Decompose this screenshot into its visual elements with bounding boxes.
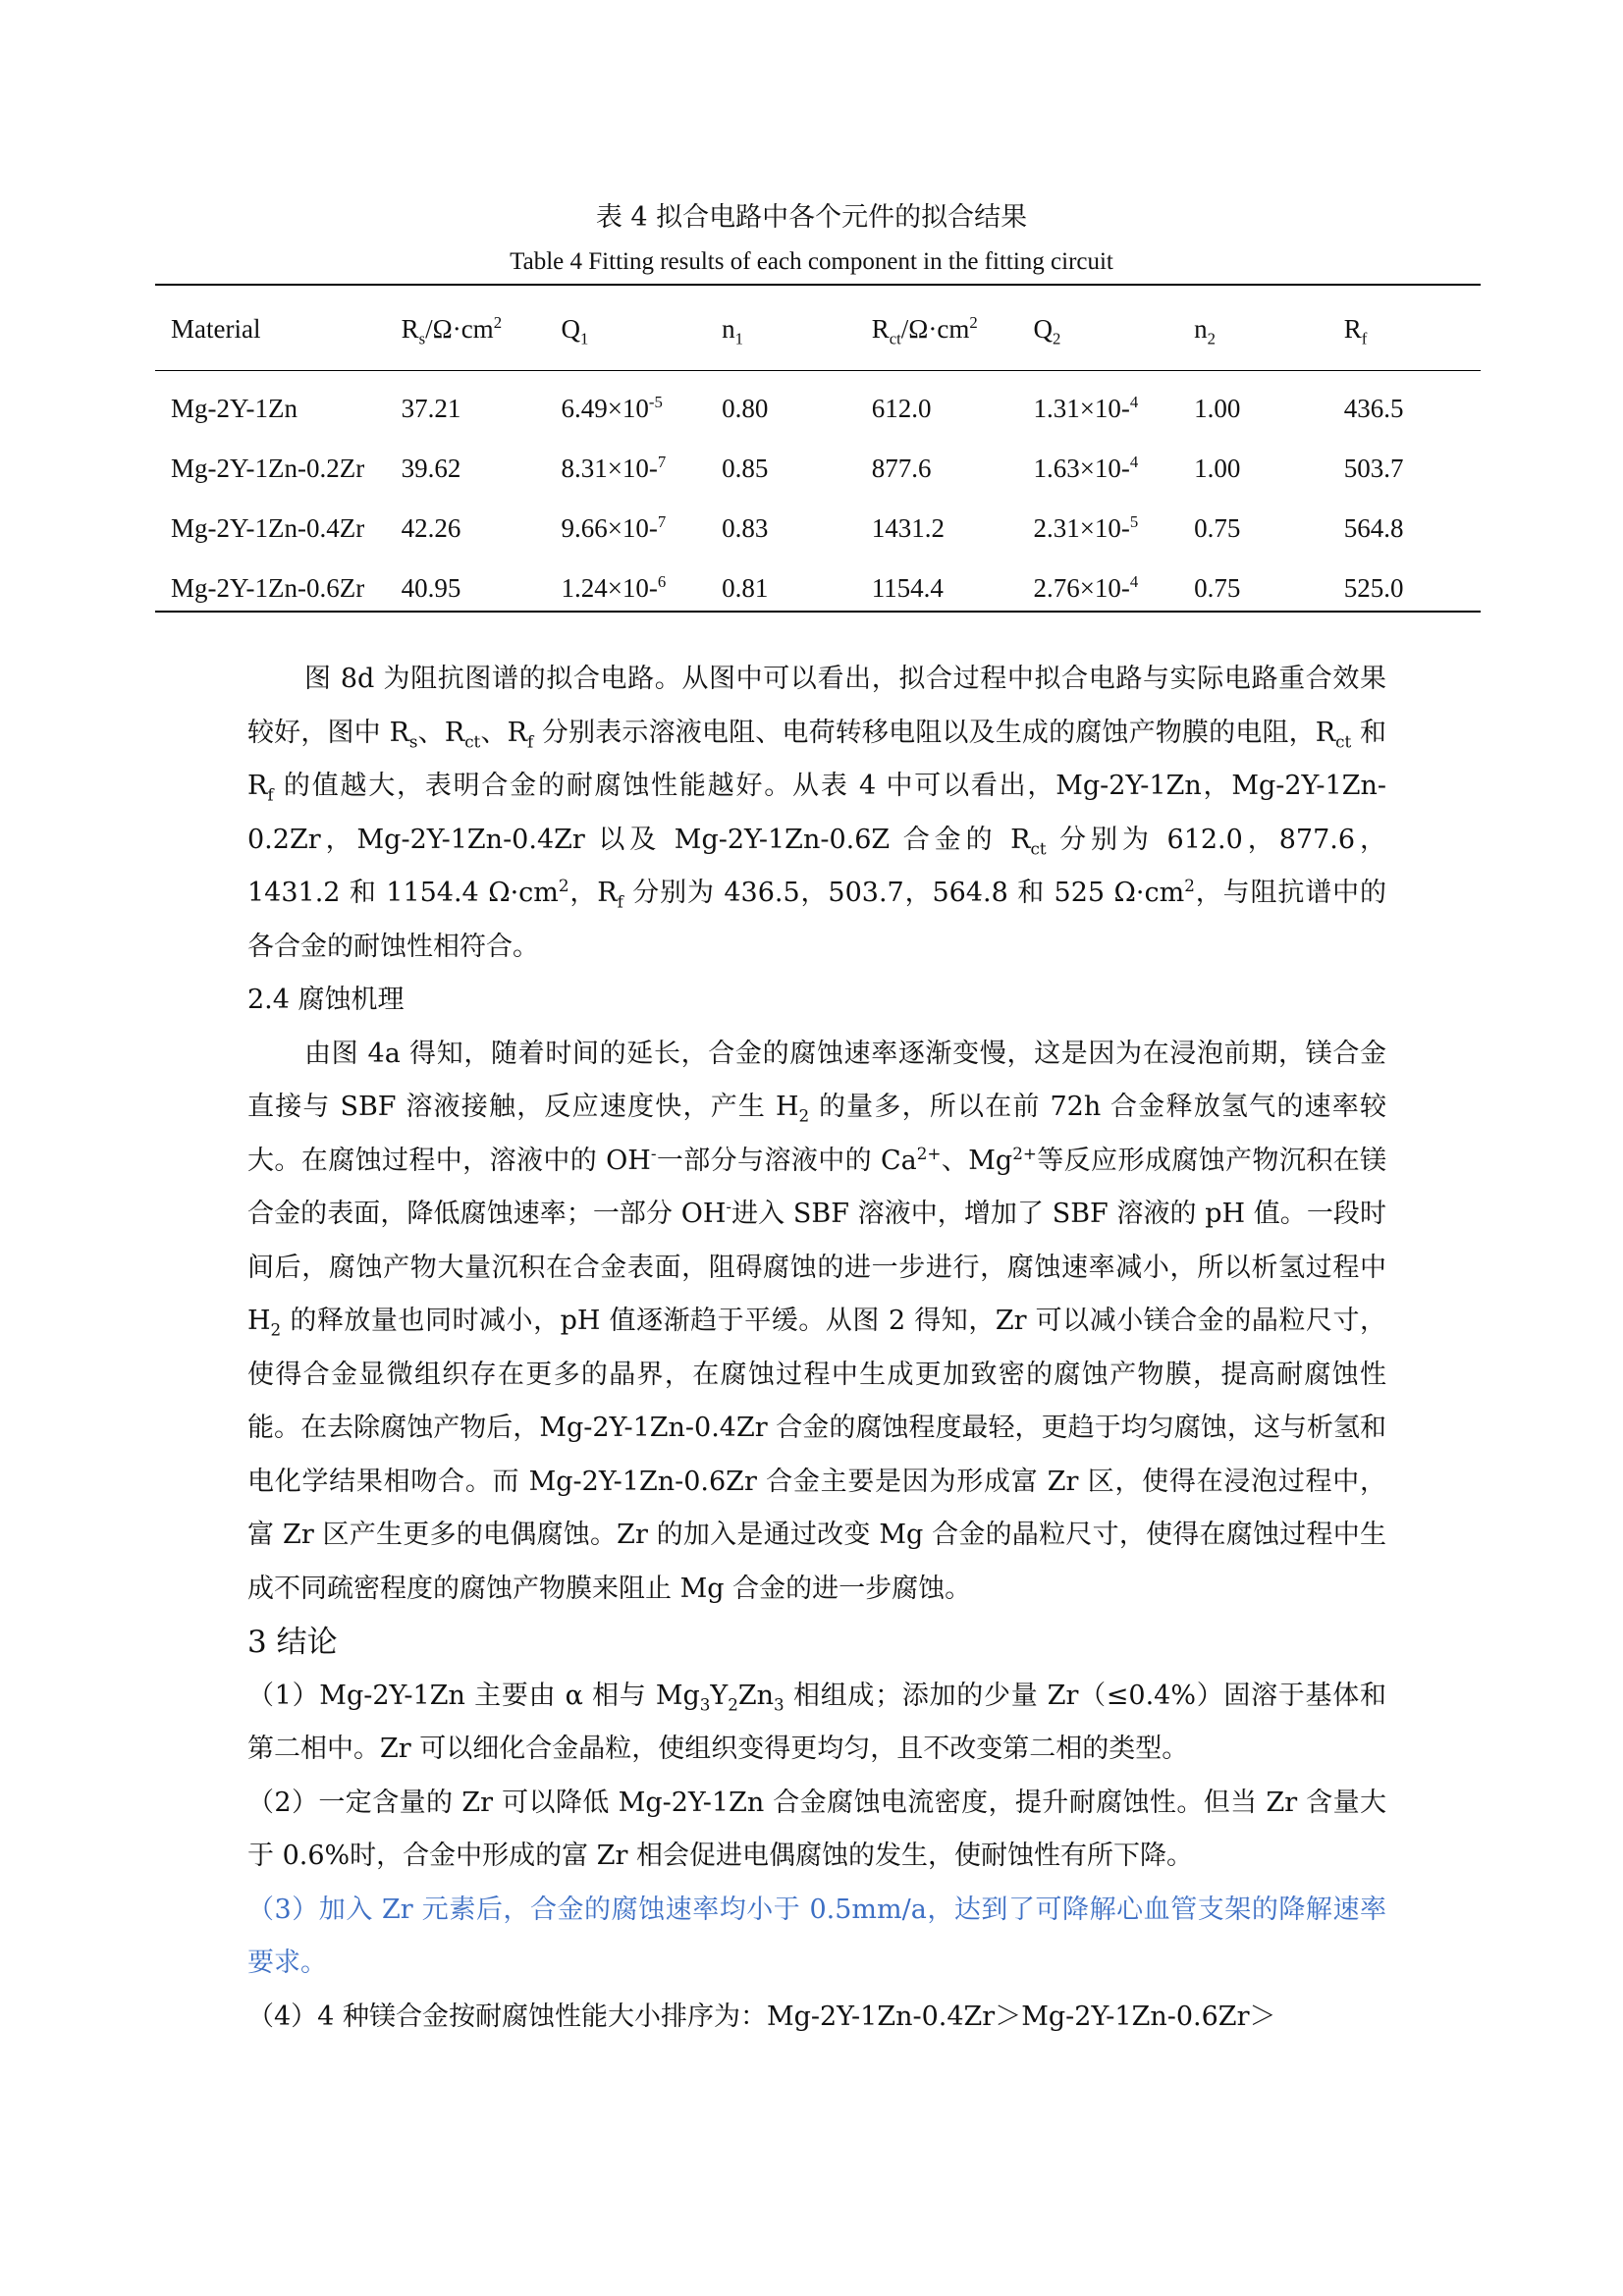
col-header-q1: $Q_1$ [561,313,589,347]
cell-rf: 503.7 [1343,454,1404,483]
table-top-rule [155,284,1481,286]
cell-n2: 0.75 [1194,513,1241,543]
cell-rf: 436.5 [1343,394,1404,423]
section-heading-2-4: 2.4 腐蚀机理 [247,985,405,1015]
cell-rs: 37.21 [401,394,461,423]
col-header-rf: $R_f$ [1343,313,1368,347]
cell-rs: 39.62 [401,454,461,483]
cell-q2: 1.31×10-$^4$ [1033,393,1139,423]
cell-n1: 0.80 [722,394,769,423]
main-body [247,653,1386,2044]
table-row [155,559,1481,618]
col-header-material: Material [171,313,261,344]
paragraph-corrosion-mechanism: 由图 4a 得知，随着时间的延长，合金的腐蚀速率逐渐变慢，这是因为在浸泡前期，镁合金直接与 SBF 溶液接触，反应速度快，产生 $H_2$ 的量多，所以在前 72h 合金释放氢气的速率较大。在腐蚀过程中，溶液中的 OH-一部分与溶液中的 $Ca^{2+}$、$Mg^{2+}$等反应形成腐蚀产物沉积在镁合金的表面，降低腐蚀速率；一部分 OH-进入 SBF 溶液中，增加了 SBF 溶液的 pH 值。一段时间后，腐蚀产物大量沉积在合金表面，阻碍腐蚀的进一步进行，腐蚀速率减小，所以析氢过程中 $H_2$ 的释放量也同时减小，pH 值逐渐趋于平缓。从图 2 得知，Zr 可以减小镁合金的晶粒尺寸，使得合金显微组织存在更多的晶界，在腐蚀过程中生成更加致密的腐蚀产物膜，提高耐腐蚀性能。在去除腐蚀产物后，Mg-2Y-1Zn-0.4Zr 合金的腐蚀程度最轻，更趋于均匀腐蚀，这与析氢和电化学结果相吻合。而 Mg-2Y-1Zn-0.6Zr 合金主要是因为形成富 Zr 区，使得在浸泡过程中，富 Zr 区产生更多的电偶腐蚀。Zr 的加入是通过改变 Mg 合金的晶粒尺寸，使得在腐蚀过程中生成不同疏密程度的腐蚀产物膜来阻止 Mg 合金的进一步腐蚀。 [247,1038,1387,1604]
cell-rct: 1154.4 [871,573,944,603]
col-header-q2: $Q_2$ [1033,313,1061,347]
cell-rct: 612.0 [871,394,932,423]
table-row [155,499,1481,559]
conclusion-2: （2）一定含量的 Zr 可以降低 Mg-2Y-1Zn 合金腐蚀电流密度，提升耐腐蚀性。但当 Zr 含量大于 0.6%时，合金中形成的富 Zr 相会促进电偶腐蚀的发生，使耐蚀性有所下降。 [247,1787,1386,1871]
cell-q1: 1.24×10-$^6$ [561,572,667,603]
cell-rct: 877.6 [871,454,932,483]
cell-rs: 40.95 [401,573,461,603]
cell-q2: 1.63×10-$^4$ [1033,453,1139,483]
cell-material: Mg-2Y-1Zn-0.6Zr [171,573,365,603]
col-header-rct: $R_{ct}/\Omega\cdot cm^2$ [871,312,978,347]
cell-q1: 9.66×10-$^7$ [561,512,667,543]
col-header-rs: $R_s/\Omega\cdot cm^2$ [401,312,503,347]
col-header-n2: $n_2$ [1194,313,1217,347]
table-caption-cn: 表 4 拟合电路中各个元件的拟合结果 [595,202,1028,233]
paragraph-fitting-circuit: 图 8d 为阻抗图谱的拟合电路。从图中可以看出，拟合过程中拟合电路与实际电路重合效果较好，图中 $R_s$、$R_{ct}$、$R_f$ 分别表示溶液电阻、电荷转移电阻以及生成的腐蚀产物膜的电阻，$R_{ct}$ 和 $R_f$ 的值越大，表明合金的耐腐蚀性能越好。从表 4 中可以看出，Mg-2Y-1Zn，Mg-2Y-1Zn-0.2Zr，Mg-2Y-1Zn-0.4Zr 以及 Mg-2Y-1Zn-0.6Z 合金的 $R_{ct}$ 分别为 612.0，877.6，1431.2 和 1154.4 $\Omega\cdot cm^2$，$R_f$ 分别为 436.5，503.7，564.8 和 525 $\Omega\cdot cm^2$，与阻抗谱中的各合金的耐蚀性相符合。 [247,664,1386,962]
col-header-n1: $n_1$ [722,313,744,347]
cell-n2: 0.75 [1194,573,1241,603]
table-row [155,371,1481,439]
cell-q2: 2.31×10-$^5$ [1033,512,1139,543]
fitting-results-table [155,287,1481,618]
conclusion-3: （3）加入 Zr 元素后，合金的腐蚀速率均小于 0.5mm/a，达到了可降解心血管支架的降解速率要求。 [247,1894,1386,1978]
cell-rct: 1431.2 [871,513,945,543]
cell-n1: 0.81 [722,573,769,603]
cell-n1: 0.83 [722,513,769,543]
cell-q1: 8.31×10-$^7$ [561,453,667,483]
conclusion-4: （4）4 种镁合金按耐腐蚀性能大小排序为：Mg-2Y-1Zn-0.4Zr＞Mg-2Y-1Zn-0.6Zr＞ [247,2001,1276,2032]
cell-n2: 1.00 [1194,454,1241,483]
cell-rf: 564.8 [1343,513,1404,543]
table-header-row [155,287,1481,371]
cell-q2: 2.76×10-$^4$ [1033,572,1139,603]
cell-q1: $6.49\times 10^{-5}$ [561,393,663,423]
cell-n1: 0.85 [722,454,769,483]
cell-material: Mg-2Y-1Zn [171,394,298,423]
cell-rf: 525.0 [1343,573,1404,603]
conclusion-1: （1）Mg-2Y-1Zn 主要由 α 相与 $Mg_3Y_2Zn_3$ 相组成；添加的少量 Zr（≤0.4%）固溶于基体和第二相中。Zr 可以细化合金晶粒，使组织变得更均匀，且不改变第二相的类型。 [247,1680,1386,1764]
cell-rs: 42.26 [401,513,461,543]
table-row [155,439,1481,499]
cell-material: Mg-2Y-1Zn-0.4Zr [171,513,365,543]
section-heading-3: 3 结论 [247,1625,338,1660]
cell-n2: 1.00 [1194,394,1241,423]
cell-material: Mg-2Y-1Zn-0.2Zr [171,454,365,483]
table-caption-en: Table 4 Fitting results of each component in the fitting circuit [510,248,1113,275]
